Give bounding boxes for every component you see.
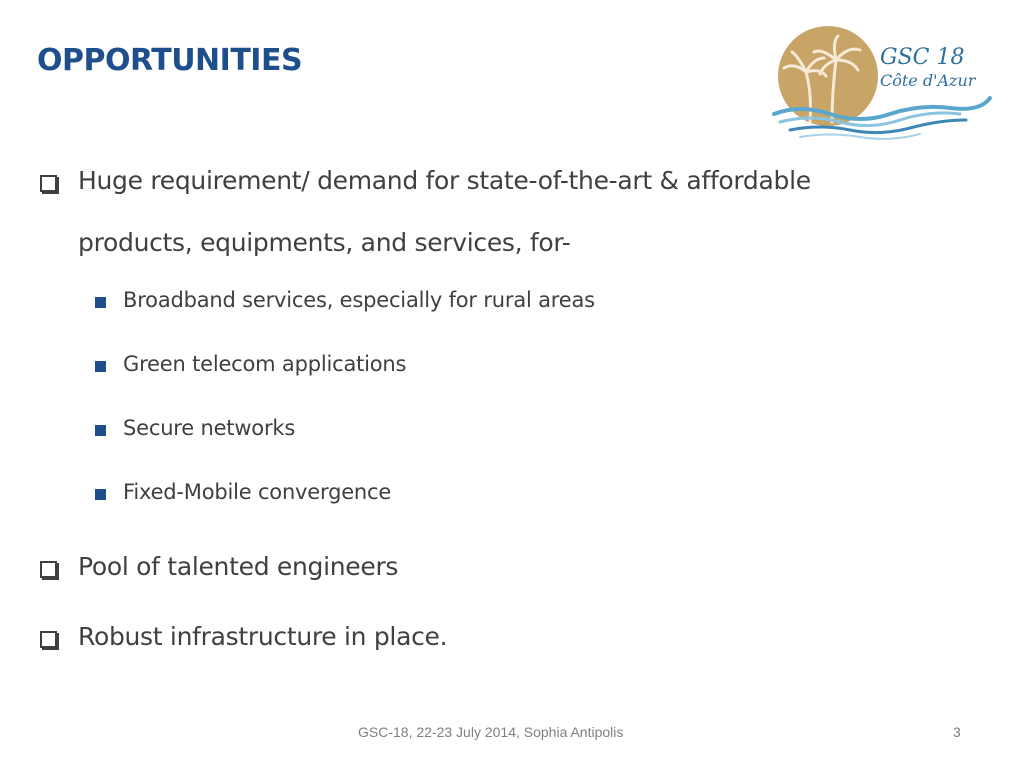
page-number: 3 (953, 724, 961, 740)
sub-bullet-text: Secure networks (123, 416, 296, 440)
checkbox-icon (40, 631, 57, 648)
checkbox-icon (40, 561, 57, 578)
gsc18-logo-graphic (770, 22, 992, 144)
slide-title: OPPORTUNITIES (37, 43, 303, 78)
square-bullet-icon (95, 489, 106, 500)
checkbox-icon (40, 175, 57, 192)
square-bullet-icon (95, 297, 106, 308)
sub-bullet-text: Fixed-Mobile convergence (123, 480, 392, 504)
logo-line1: GSC 18 (880, 45, 965, 70)
bullet-text-line-1: Huge requirement/ demand for state-of-the-art & affordable (78, 166, 811, 195)
bullet-text: Pool of talented engineers (78, 552, 399, 581)
square-bullet-icon (95, 425, 106, 436)
logo-line2: Côte d'Azur (880, 71, 976, 90)
bullet-text-line-2: products, equipments, and services, for- (78, 228, 571, 257)
sub-bullet-text: Broadband services, especially for rural areas (123, 288, 595, 312)
bullet-text: Robust infrastructure in place. (78, 622, 448, 651)
slide-footer: GSC-18, 22-23 July 2014, Sophia Antipolis (358, 724, 624, 740)
sub-bullet-text: Green telecom applications (123, 352, 407, 376)
gsc18-logo (770, 22, 992, 144)
square-bullet-icon (95, 361, 106, 372)
